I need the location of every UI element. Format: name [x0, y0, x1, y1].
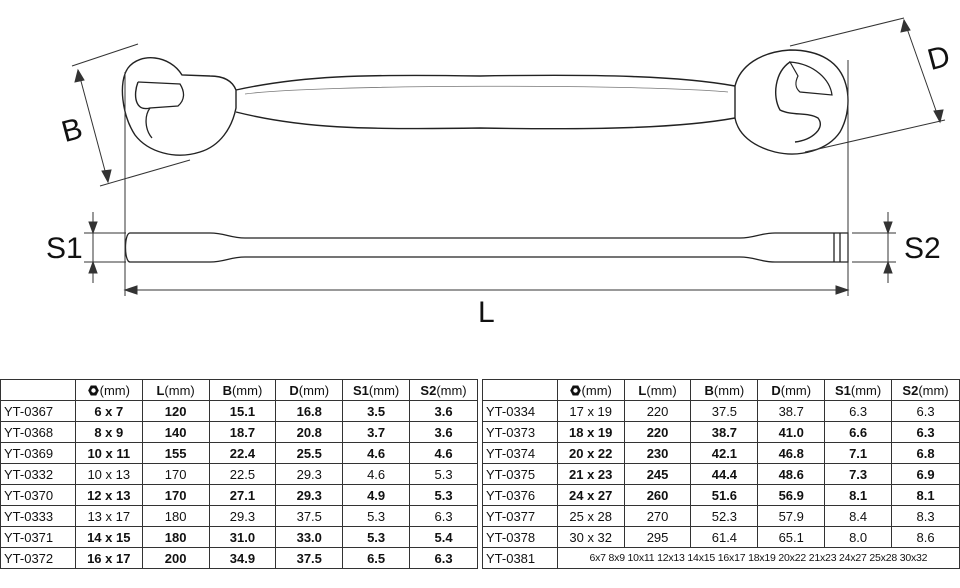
cell-l: 270	[624, 506, 691, 527]
cell-code: YT-0334	[483, 401, 558, 422]
cell-b: 37.5	[691, 401, 758, 422]
cell-size: 17 x 19	[557, 401, 624, 422]
cell-d: 37.5	[276, 506, 343, 527]
cell-code: YT-0375	[483, 464, 558, 485]
cell-size: 13 x 17	[75, 506, 142, 527]
header-s1-unit: (mm)	[850, 382, 882, 398]
cell-code: YT-0378	[483, 527, 558, 548]
cell-b: 29.3	[209, 506, 276, 527]
cell-size: 21 x 23	[557, 464, 624, 485]
cell-l: 155	[142, 443, 209, 464]
header-s2	[892, 380, 960, 401]
cell-s2: 8.3	[892, 506, 960, 527]
cell-d: 33.0	[276, 527, 343, 548]
wrench-side-view	[126, 233, 849, 262]
header-d-name: D	[289, 382, 299, 398]
cell-d: 29.3	[276, 485, 343, 506]
cell-s2: 3.6	[410, 422, 478, 443]
header-d-name: D	[771, 382, 781, 398]
label-b: B	[58, 111, 87, 150]
hex-nut-icon	[88, 385, 99, 396]
cell-d: 16.8	[276, 401, 343, 422]
cell-s1: 7.1	[825, 443, 892, 464]
table-row	[1, 485, 478, 506]
cell-size: 10 x 11	[75, 443, 142, 464]
header-code	[483, 380, 558, 401]
header-s2-unit: (mm)	[436, 382, 467, 398]
cell-d: 56.9	[758, 485, 825, 506]
header-b-unit: (mm)	[713, 382, 745, 398]
header-s1-name: S1	[353, 382, 369, 398]
dimension-s1	[84, 212, 126, 283]
header-l-unit: (mm)	[646, 382, 677, 398]
cell-code: YT-0377	[483, 506, 558, 527]
header-code	[1, 380, 76, 401]
table-row	[483, 506, 960, 527]
cell-code: YT-0333	[1, 506, 76, 527]
table-row	[1, 422, 478, 443]
header-s1-unit: (mm)	[368, 382, 400, 398]
cell-d: 41.0	[758, 422, 825, 443]
cell-d: 29.3	[276, 464, 343, 485]
header-b-unit: (mm)	[231, 382, 263, 398]
cell-code: YT-0373	[483, 422, 558, 443]
cell-s1: 5.3	[343, 527, 410, 548]
cell-d: 20.8	[276, 422, 343, 443]
cell-size: 18 x 19	[557, 422, 624, 443]
cell-size: 10 x 13	[75, 464, 142, 485]
cell-s2: 6.3	[892, 422, 960, 443]
cell-s2: 6.9	[892, 464, 960, 485]
cell-s1: 4.6	[343, 464, 410, 485]
table-row	[1, 464, 478, 485]
cell-l: 245	[624, 464, 691, 485]
cell-s1: 7.3	[825, 464, 892, 485]
cell-size: 16 x 17	[75, 548, 142, 569]
cell-b: 22.4	[209, 443, 276, 464]
cell-l: 180	[142, 527, 209, 548]
cell-l: 180	[142, 506, 209, 527]
cell-b: 27.1	[209, 485, 276, 506]
dimension-l	[125, 60, 848, 296]
table-row	[1, 506, 478, 527]
cell-s2: 5.3	[410, 464, 478, 485]
header-size	[75, 380, 142, 401]
cell-s2: 3.6	[410, 401, 478, 422]
header-s2-name: S2	[420, 382, 437, 398]
cell-l: 295	[624, 527, 691, 548]
spec-table-right	[482, 379, 960, 569]
header-s1-name: S1	[834, 382, 851, 398]
cell-l: 120	[142, 401, 209, 422]
cell-code: YT-0371	[1, 527, 76, 548]
table-row	[483, 443, 960, 464]
dimension-d	[790, 18, 945, 152]
table-row	[1, 548, 478, 569]
table-row	[483, 485, 960, 506]
label-s2: S2	[904, 232, 941, 265]
header-d	[758, 380, 825, 401]
cell-b: 38.7	[691, 422, 758, 443]
header-b-name: B	[222, 382, 232, 398]
cell-s1: 6.5	[343, 548, 410, 569]
cell-l: 140	[142, 422, 209, 443]
table-row	[1, 527, 478, 548]
table-row	[483, 401, 960, 422]
cell-l: 170	[142, 464, 209, 485]
cell-d: 38.7	[758, 401, 825, 422]
cell-s1: 8.4	[825, 506, 892, 527]
cell-s1: 4.9	[343, 485, 410, 506]
cell-size: 30 x 32	[557, 527, 624, 548]
header-d-unit: (mm)	[780, 382, 812, 398]
cell-size: 25 x 28	[557, 506, 624, 527]
table-row	[483, 527, 960, 548]
cell-l: 260	[624, 485, 691, 506]
cell-b: 15.1	[209, 401, 276, 422]
cell-s1: 3.7	[343, 422, 410, 443]
header-l	[142, 380, 209, 401]
table-row	[1, 401, 478, 422]
header-l-unit: (mm)	[164, 382, 195, 398]
cell-size: 20 x 22	[557, 443, 624, 464]
cell-d: 57.9	[758, 506, 825, 527]
hex-nut-icon	[570, 385, 581, 396]
label-l: L	[478, 296, 495, 329]
header-d-unit: (mm)	[298, 382, 330, 398]
cell-code: YT-0368	[1, 422, 76, 443]
header-l-name: L	[156, 382, 165, 398]
header-l-name: L	[638, 382, 647, 398]
cell-d: 37.5	[276, 548, 343, 569]
cell-l: 200	[142, 548, 209, 569]
spec-table-left	[0, 379, 478, 569]
cell-s1: 8.0	[825, 527, 892, 548]
cell-code: YT-0381	[483, 548, 558, 569]
cell-set-sizes: 6x7 8x9 10x11 12x13 14x15 16x17 18x19 20x22 21x23 24x27 25x28 30x32	[557, 548, 959, 569]
header-l	[624, 380, 691, 401]
cell-s2: 4.6	[410, 443, 478, 464]
header-d	[276, 380, 343, 401]
cell-size: 6 x 7	[75, 401, 142, 422]
cell-b: 34.9	[209, 548, 276, 569]
cell-b: 18.7	[209, 422, 276, 443]
cell-d: 65.1	[758, 527, 825, 548]
cell-s1: 8.1	[825, 485, 892, 506]
table-row	[1, 443, 478, 464]
header-b-name: B	[704, 382, 714, 398]
cell-s1: 6.6	[825, 422, 892, 443]
label-d: D	[924, 39, 954, 78]
table-header-row	[483, 380, 960, 401]
cell-size: 24 x 27	[557, 485, 624, 506]
cell-b: 22.5	[209, 464, 276, 485]
cell-size: 8 x 9	[75, 422, 142, 443]
cell-s2: 8.6	[892, 527, 960, 548]
cell-s2: 6.8	[892, 443, 960, 464]
cell-b: 31.0	[209, 527, 276, 548]
cell-l: 220	[624, 422, 691, 443]
header-size	[557, 380, 624, 401]
cell-l: 170	[142, 485, 209, 506]
cell-b: 52.3	[691, 506, 758, 527]
cell-code: YT-0367	[1, 401, 76, 422]
cell-b: 61.4	[691, 527, 758, 548]
cell-b: 42.1	[691, 443, 758, 464]
cell-code: YT-0332	[1, 464, 76, 485]
table-row	[483, 422, 960, 443]
header-b	[209, 380, 276, 401]
cell-size: 14 x 15	[75, 527, 142, 548]
header-s2	[410, 380, 478, 401]
cell-b: 51.6	[691, 485, 758, 506]
dimension-s2	[852, 212, 896, 283]
cell-d: 46.8	[758, 443, 825, 464]
cell-code: YT-0376	[483, 485, 558, 506]
cell-s1: 4.6	[343, 443, 410, 464]
wrench-top-view	[122, 50, 848, 155]
cell-s2: 6.3	[892, 401, 960, 422]
cell-b: 44.4	[691, 464, 758, 485]
header-size-unit: (mm)	[581, 382, 612, 398]
header-s2-unit: (mm)	[918, 382, 949, 398]
cell-s1: 6.3	[825, 401, 892, 422]
table-header-row	[1, 380, 478, 401]
table-row-set	[483, 548, 960, 569]
cell-s1: 5.3	[343, 506, 410, 527]
cell-s1: 3.5	[343, 401, 410, 422]
cell-code: YT-0369	[1, 443, 76, 464]
cell-s2: 6.3	[410, 506, 478, 527]
cell-code: YT-0370	[1, 485, 76, 506]
cell-l: 230	[624, 443, 691, 464]
header-s1	[343, 380, 410, 401]
cell-code: YT-0372	[1, 548, 76, 569]
cell-d: 25.5	[276, 443, 343, 464]
cell-code: YT-0374	[483, 443, 558, 464]
label-s1: S1	[46, 232, 83, 265]
cell-s2: 5.4	[410, 527, 478, 548]
header-size-unit: (mm)	[99, 382, 130, 398]
cell-size: 12 x 13	[75, 485, 142, 506]
cell-d: 48.6	[758, 464, 825, 485]
cell-l: 220	[624, 401, 691, 422]
header-b	[691, 380, 758, 401]
table-row	[483, 464, 960, 485]
cell-s2: 8.1	[892, 485, 960, 506]
cell-s2: 6.3	[410, 548, 478, 569]
cell-s2: 5.3	[410, 485, 478, 506]
header-s2-name: S2	[902, 382, 919, 398]
header-s1	[825, 380, 892, 401]
